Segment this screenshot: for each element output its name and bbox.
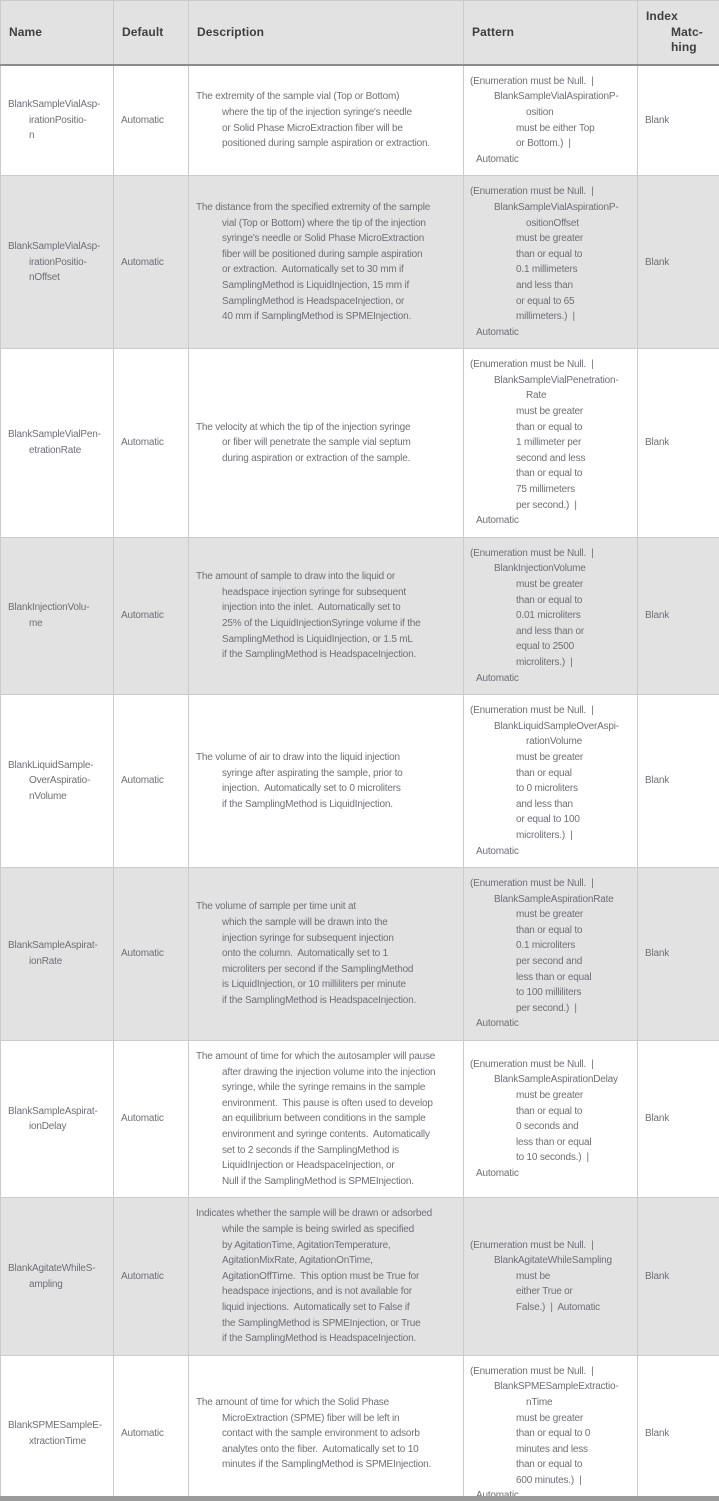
cell-description-line: if the SamplingMethod is HeadspaceInjection. xyxy=(222,1333,417,1345)
cell-description-line: syringe, while the syringe remains in the sample xyxy=(222,1082,426,1094)
pattern-line: 1 millimeter per xyxy=(516,437,582,449)
table-row xyxy=(1,1198,719,1355)
cell-description-line: SamplingMethod is LiquidInjection, 15 mm if xyxy=(222,279,410,291)
pattern-line: ositionOffset xyxy=(526,217,579,229)
cell-description-line: 40 mm if SamplingMethod is SPMEInjection. xyxy=(222,311,412,323)
pattern-line: must be greater xyxy=(516,233,584,245)
index-matching-value: Blank xyxy=(645,610,670,622)
cell-name xyxy=(1,695,114,868)
index-matching-value: Blank xyxy=(645,1113,670,1125)
column-header-label: Default xyxy=(122,24,164,39)
index-matching-value: Blank xyxy=(645,256,670,268)
pattern-line: 0 seconds and xyxy=(516,1121,579,1133)
cell-description-line: or fiber will penetrate the sample vial septum xyxy=(222,437,411,449)
pattern-line: 75 millimeters xyxy=(516,484,575,496)
cell-default xyxy=(114,695,189,868)
pattern-line: nTime xyxy=(526,1396,553,1408)
pattern-line: or equal to 65 xyxy=(516,295,575,307)
cell-name xyxy=(1,1041,114,1198)
table-row xyxy=(1,537,719,694)
cell-name-line: me xyxy=(29,617,43,629)
cell-name-line: OverAspiratio- xyxy=(29,775,91,787)
pattern-line: Automatic xyxy=(476,672,519,684)
pattern-line: must be greater xyxy=(516,909,584,921)
pattern-line: must be greater xyxy=(516,579,584,590)
cell-description-line: liquid injections. Automatically set to False if xyxy=(222,1301,410,1313)
cell-index-matching xyxy=(638,695,719,868)
pattern-line: must be greater xyxy=(516,751,584,763)
default-value: Automatic xyxy=(121,610,164,622)
column-header-label: Pattern xyxy=(472,24,515,39)
cell-name xyxy=(1,65,114,176)
cell-pattern xyxy=(464,537,638,694)
pattern-line: (Enumeration must be Null. | xyxy=(470,1239,594,1251)
pattern-line: than or equal to xyxy=(516,594,583,606)
column-header-label: Description xyxy=(197,24,265,39)
cell-description xyxy=(189,1198,464,1355)
cell-index-matching xyxy=(638,65,719,176)
pattern-line: must be greater xyxy=(516,1090,584,1102)
cell-pattern xyxy=(464,868,638,1041)
pattern-line: less than or equal xyxy=(516,1136,592,1148)
cell-description-line: set to 2 seconds if the SamplingMethod is xyxy=(222,1144,399,1156)
default-value: Automatic xyxy=(121,114,164,126)
cell-name-line: irationPositio- xyxy=(29,256,87,268)
pattern-line: than or equal to xyxy=(516,1105,583,1117)
cell-name-line: ionDelay xyxy=(29,1121,67,1133)
cell-description-line: environment and syringe contents. Automatically xyxy=(222,1129,430,1140)
pattern-line: than or equal xyxy=(516,767,572,779)
cell-description xyxy=(189,349,464,538)
default-value: Automatic xyxy=(121,256,164,268)
pattern-line: 600 minutes.) | xyxy=(516,1474,582,1486)
cell-name-line: etrationRate xyxy=(29,445,82,457)
column-header-name xyxy=(1,1,114,65)
cell-name-line: irationPositio- xyxy=(29,114,87,126)
cell-name xyxy=(1,1198,114,1355)
pattern-line: than or equal to xyxy=(516,1459,583,1471)
table-body xyxy=(1,65,719,1501)
cell-description-line: minutes if the SamplingMethod is SPMEInjection. xyxy=(222,1459,432,1471)
cell-name-line: BlankInjectionVolu- xyxy=(8,602,90,614)
pattern-line: either True or xyxy=(516,1286,573,1298)
cell-description-line: MicroExtraction (SPME) fiber will be left in xyxy=(222,1412,400,1424)
cell-name-line: ionRate xyxy=(29,956,63,968)
column-header-index-matching xyxy=(638,1,719,65)
pattern-line: or Bottom.) | xyxy=(516,138,571,150)
table-row xyxy=(1,349,719,538)
cell-description-line: vial (Top or Bottom) where the tip of the injection xyxy=(222,217,426,229)
cell-pattern xyxy=(464,1198,638,1355)
pattern-line: BlankSampleAspirationDelay xyxy=(494,1074,618,1086)
pattern-line: BlankSampleAspirationRate xyxy=(494,893,614,905)
column-header-label: Matc- xyxy=(671,24,703,39)
pattern-line: must be greater xyxy=(516,406,584,418)
table-row xyxy=(1,65,719,176)
cell-pattern xyxy=(464,349,638,538)
pattern-line: less than or equal xyxy=(516,971,592,983)
pattern-line: Automatic xyxy=(476,1167,519,1179)
pattern-line: and less than or xyxy=(516,625,584,637)
cell-description-line: Indicates whether the sample will be drawn or adsorbed xyxy=(196,1208,433,1220)
pattern-line: Automatic xyxy=(476,326,519,338)
cell-default xyxy=(114,176,189,349)
cell-description-line: syringe after aspirating the sample, prior to xyxy=(222,767,403,779)
column-header-label: Index xyxy=(646,9,678,23)
pattern-line: than or equal to xyxy=(516,421,583,433)
cell-description-line: injection syringe for subsequent injection xyxy=(222,932,394,944)
pattern-line: osition xyxy=(526,106,554,118)
pattern-line: than or equal to xyxy=(516,924,583,936)
cell-description-line: positioned during sample aspiration or extraction. xyxy=(222,138,430,150)
cell-description-line: if the SamplingMethod is HeadspaceInjection. xyxy=(222,995,417,1007)
pattern-line: (Enumeration must be Null. | xyxy=(470,186,594,198)
table-row xyxy=(1,176,719,349)
cell-description-line: syringe's needle or Solid Phase MicroExtraction xyxy=(222,233,425,245)
cell-description-line: 25% of the LiquidInjectionSyringe volume if the xyxy=(222,617,421,629)
pattern-line: BlankInjectionVolume xyxy=(494,563,586,575)
pattern-line: BlankAgitateWhileSampling xyxy=(494,1255,612,1267)
cell-description-line: LiquidInjection or HeadspaceInjection, or xyxy=(222,1160,395,1172)
cell-description-line: The amount of time for which the autosampler will pause xyxy=(196,1051,436,1063)
next-row-partial-strip xyxy=(0,1496,719,1501)
cell-description-line: The volume of sample per time unit at xyxy=(196,901,356,913)
cell-description xyxy=(189,868,464,1041)
cell-description-line: analytes onto the fiber. Automatically set to 10 xyxy=(222,1443,419,1455)
cell-description-line: The velocity at which the tip of the injection syringe xyxy=(196,421,411,433)
table-header xyxy=(1,1,719,65)
pattern-line: (Enumeration must be Null. | xyxy=(470,547,594,559)
cell-default xyxy=(114,65,189,176)
cell-description-line: or Solid Phase MicroExtraction fiber will be xyxy=(222,122,403,134)
cell-name-line: BlankAgitateWhileS- xyxy=(8,1262,96,1274)
table-row xyxy=(1,1355,719,1501)
pattern-line: second and less xyxy=(516,452,586,464)
cell-description-line: or extraction. Automatically set to 30 mm if xyxy=(222,264,404,276)
cell-name xyxy=(1,868,114,1041)
default-value: Automatic xyxy=(121,1113,164,1125)
pattern-line: must be greater xyxy=(516,1412,584,1424)
cell-name-line: ampling xyxy=(29,1278,63,1290)
cell-description-line: is LiquidInjection, or 10 milliliters per minute xyxy=(222,979,406,991)
default-value: Automatic xyxy=(121,1428,164,1440)
index-matching-value: Blank xyxy=(645,114,670,126)
cell-description-line: injection into the inlet. Automatically set to xyxy=(222,602,401,614)
cell-name-line: BlankSampleAspirat- xyxy=(8,940,98,952)
cell-name-line: n xyxy=(29,130,35,142)
cell-index-matching xyxy=(638,176,719,349)
pattern-line: Rate xyxy=(526,390,547,402)
cell-description-line: SamplingMethod is HeadspaceInjection, or xyxy=(222,295,405,307)
cell-description-line: if the SamplingMethod is LiquidInjection. xyxy=(222,798,393,810)
column-header-label: Name xyxy=(9,24,43,39)
cell-description-line: headspace injection syringe for subsequent xyxy=(222,586,406,598)
pattern-line: to 10 seconds.) | xyxy=(516,1152,589,1164)
table-row xyxy=(1,868,719,1041)
default-value: Automatic xyxy=(121,437,164,449)
cell-description-line: microliters per second if the SamplingMethod xyxy=(222,963,414,975)
pattern-line: per second.) | xyxy=(516,1002,577,1014)
cell-description xyxy=(189,1355,464,1501)
cell-name-line: BlankLiquidSample- xyxy=(8,759,94,771)
cell-description-line: AgitationOffTime. This option must be True for xyxy=(222,1270,420,1282)
cell-index-matching xyxy=(638,349,719,538)
pattern-line: must be xyxy=(516,1270,551,1282)
cell-description-line: The distance from the specified extremity of the sample xyxy=(196,201,431,213)
cell-description xyxy=(189,65,464,176)
cell-description-line: headspace injections, and is not available for xyxy=(222,1286,412,1298)
cell-pattern xyxy=(464,695,638,868)
pattern-line: (Enumeration must be Null. | xyxy=(470,705,594,717)
index-matching-value: Blank xyxy=(645,775,670,787)
cell-name-line: nOffset xyxy=(29,272,60,284)
index-matching-value: Blank xyxy=(645,948,670,960)
pattern-line: per second.) | xyxy=(516,499,577,511)
pattern-line: equal to 2500 xyxy=(516,641,575,653)
cell-description-line: during aspiration or extraction of the sample. xyxy=(222,452,411,464)
cell-description-line: by AgitationTime, AgitationTemperature, xyxy=(222,1239,391,1251)
table-row xyxy=(1,1041,719,1198)
pattern-line: (Enumeration must be Null. | xyxy=(470,878,594,890)
pattern-line: 0.1 millimeters xyxy=(516,264,578,276)
cell-description-line: where the tip of the injection syringe's needle xyxy=(222,106,412,118)
pattern-line: Automatic xyxy=(476,845,519,857)
cell-description-line: injection. Automatically set to 0 microliters xyxy=(222,783,401,795)
pattern-line: microliters.) | xyxy=(516,829,573,841)
pattern-line: BlankSampleVialAspirationP- xyxy=(494,201,619,213)
cell-pattern xyxy=(464,1041,638,1198)
cell-index-matching xyxy=(638,1041,719,1198)
pattern-line: per second and xyxy=(516,956,583,968)
cell-index-matching xyxy=(638,868,719,1041)
cell-default xyxy=(114,349,189,538)
pattern-line: than or equal to xyxy=(516,248,583,260)
column-header-default xyxy=(114,1,189,65)
cell-index-matching xyxy=(638,1198,719,1355)
cell-pattern xyxy=(464,1355,638,1501)
index-matching-value: Blank xyxy=(645,437,670,449)
cell-description-line: environment. This pause is often used to develop xyxy=(222,1097,433,1109)
cell-name-line: BlankSampleVialAsp- xyxy=(8,99,101,111)
pattern-line: BlankLiquidSampleOverAspi- xyxy=(494,720,619,732)
cell-name xyxy=(1,1355,114,1501)
cell-description-line: onto the column. Automatically set to 1 xyxy=(222,948,388,960)
cell-default xyxy=(114,537,189,694)
column-header-label: hing xyxy=(671,40,697,55)
pattern-line: (Enumeration must be Null. | xyxy=(470,359,594,371)
cell-description xyxy=(189,537,464,694)
pattern-line: BlankSPMESampleExtractio- xyxy=(494,1381,619,1393)
pattern-line: False.) | Automatic xyxy=(516,1301,600,1313)
cell-pattern xyxy=(464,176,638,349)
cell-name-line: BlankSampleVialAsp- xyxy=(8,240,101,252)
cell-description-line: The extremity of the sample vial (Top or Bottom) xyxy=(196,91,400,103)
cell-description-line: which the sample will be drawn into the xyxy=(222,917,388,929)
cell-description xyxy=(189,1041,464,1198)
table-row xyxy=(1,695,719,868)
cell-description-line: while the sample is being swirled as specified xyxy=(222,1223,415,1235)
pattern-line: 0.01 microliters xyxy=(516,610,581,622)
cell-description-line: SamplingMethod is LiquidInjection, or 1.5 mL xyxy=(222,633,413,645)
cell-name-line: BlankSPMESampleE- xyxy=(8,1420,102,1432)
pattern-line: microliters.) | xyxy=(516,656,573,668)
cell-index-matching xyxy=(638,1355,719,1501)
table-header-row xyxy=(1,1,719,65)
pattern-line: (Enumeration must be Null. | xyxy=(470,75,594,87)
cell-default xyxy=(114,868,189,1041)
default-value: Automatic xyxy=(121,775,164,787)
default-value: Automatic xyxy=(121,948,164,960)
pattern-line: (Enumeration must be Null. | xyxy=(470,1058,594,1070)
cell-description-line: if the SamplingMethod is HeadspaceInjection. xyxy=(222,649,417,661)
pattern-line: must be either Top xyxy=(516,122,595,134)
cell-description-line: Null if the SamplingMethod is SPMEInjection. xyxy=(222,1175,414,1187)
cell-name xyxy=(1,349,114,538)
cell-name xyxy=(1,176,114,349)
cell-default xyxy=(114,1041,189,1198)
index-matching-value: Blank xyxy=(645,1428,670,1440)
cell-description-line: the SamplingMethod is SPMEInjection, or True xyxy=(222,1317,421,1329)
pattern-line: than or equal to 0 xyxy=(516,1428,591,1440)
pattern-line: and less than xyxy=(516,279,573,291)
cell-description-line: contact with the sample environment to adsorb xyxy=(222,1428,420,1440)
pattern-line: Automatic xyxy=(476,515,519,527)
cell-description xyxy=(189,695,464,868)
cell-description-line: after drawing the injection volume into the injection xyxy=(222,1066,436,1078)
pattern-line: rationVolume xyxy=(526,736,582,748)
cell-index-matching xyxy=(638,537,719,694)
pattern-line: than or equal to xyxy=(516,468,583,480)
cell-name-line: BlankSampleVialPen- xyxy=(8,429,101,441)
pattern-line: and less than xyxy=(516,798,573,810)
pattern-line: (Enumeration must be Null. | xyxy=(470,1365,594,1377)
pattern-line: to 0 microliters xyxy=(516,783,578,795)
pattern-line: or equal to 100 xyxy=(516,814,580,826)
pattern-line: Automatic xyxy=(476,153,519,165)
pattern-line: 0.1 microliters xyxy=(516,940,576,952)
index-matching-value: Blank xyxy=(645,1270,670,1282)
cell-pattern xyxy=(464,65,638,176)
cell-name-line: nVolume xyxy=(29,790,67,802)
column-header-description xyxy=(189,1,464,65)
column-header-pattern xyxy=(464,1,638,65)
cell-description xyxy=(189,176,464,349)
pattern-line: Automatic xyxy=(476,1018,519,1030)
cell-name-line: BlankSampleAspirat- xyxy=(8,1105,98,1117)
cell-description-line: an equilibrium between conditions in the sample xyxy=(222,1113,426,1125)
pattern-line: BlankSampleVialAspirationP- xyxy=(494,91,619,103)
cell-name-line: xtractionTime xyxy=(29,1435,87,1447)
pattern-line: BlankSampleVialPenetration- xyxy=(494,374,619,386)
cell-description-line: The volume of air to draw into the liquid injection xyxy=(196,751,400,763)
cell-default xyxy=(114,1198,189,1355)
pattern-line: minutes and less xyxy=(516,1443,588,1455)
cell-default xyxy=(114,1355,189,1501)
cell-name xyxy=(1,537,114,694)
cell-description-line: AgitationMixRate, AgitationOnTime, xyxy=(222,1255,373,1267)
pattern-line: millimeters.) | xyxy=(516,311,575,323)
default-value: Automatic xyxy=(121,1270,164,1282)
cell-description-line: The amount of sample to draw into the liquid or xyxy=(196,571,396,583)
pattern-line: to 100 milliliters xyxy=(516,987,582,999)
cell-description-line: The amount of time for which the Solid Phase xyxy=(196,1396,389,1408)
cell-description-line: fiber will be positioned during sample aspiration xyxy=(222,248,423,260)
